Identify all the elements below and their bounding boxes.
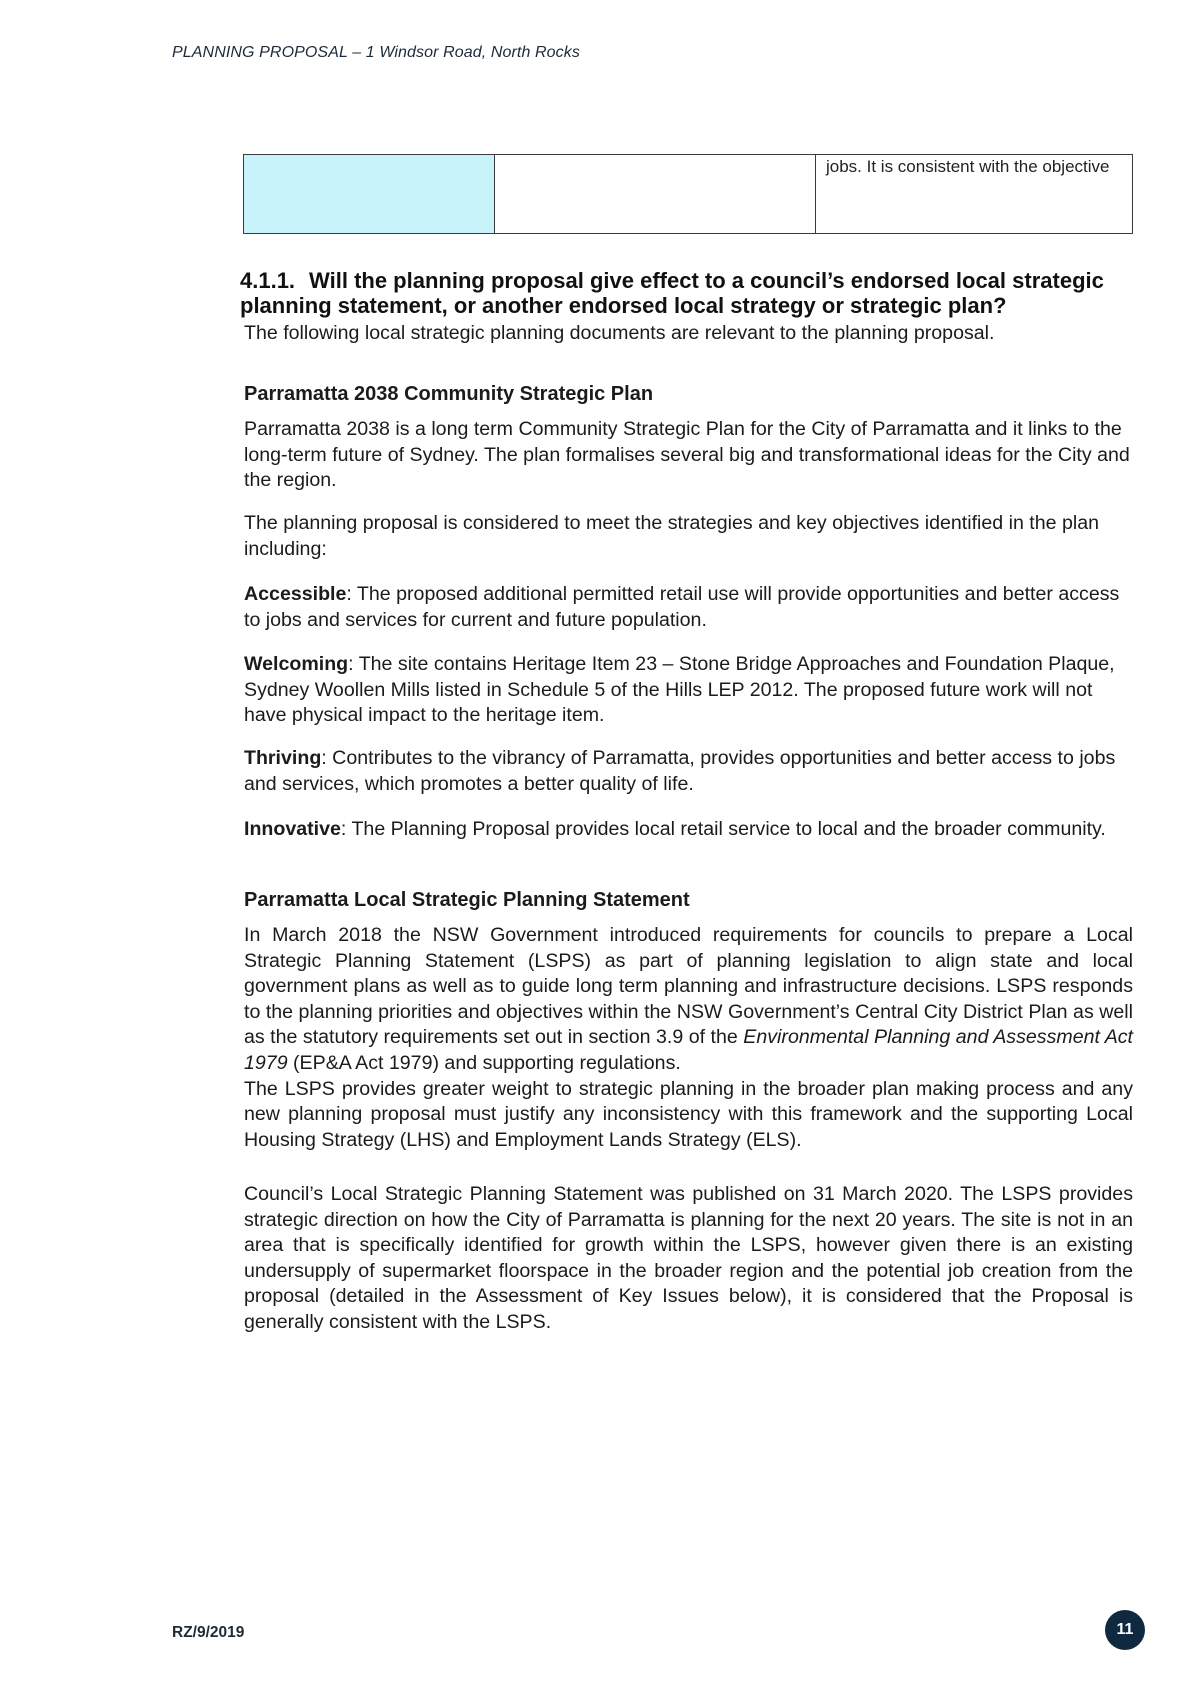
item-text: : Contributes to the vibrancy of Parramatta, provides opportunities and better access to jobs and services, which promotes a better quality of life. [244,747,1116,795]
act-title: Environmental Planning and Assessment Act 1979 [244,1026,1134,1074]
csp-section [244,382,1133,408]
lsps-para3: Council’s Local Strategic Planning Statement was published on 31 March 2020. The LSPS provides strategic direction on how the City of Parramatta is planning for the next 20 years. The site is not in an area that is specifically identified for growth within the LSPS, however given there is an existing undersupply of supermarket floorspace in the broader region and the potential job creation from the proposal (detailed in the Assessment of Key Issues below), it is considered that the Proposal is generally consistent with the LSPS. [244,1183,1133,1333]
csp-item-welcoming [244,652,1133,729]
csp-item-accessible [244,582,1133,633]
section-intro: The following local strategic planning documents are relevant to the planning proposal. [244,322,995,344]
lsps-heading: Parramatta Local Strategic Planning Statement [244,889,690,911]
lsps-para3-block [244,1182,1133,1336]
section-heading [240,268,1135,318]
lsps-para2: The LSPS provides greater weight to strategic planning in the broader plan making process and any new planning proposal must justify any inconsistency with this framework and the supporting Local Housing Strategy (LHS) and Employment Lands Strategy (ELS). [244,1077,1133,1151]
page-number-badge: 11 [1105,1610,1145,1650]
item-term: Thriving [244,747,322,769]
item-text: : The proposed additional permitted retail use will provide opportunities and better access to jobs and services for current and future population. [244,583,1120,631]
item-term: Welcoming [244,653,349,675]
csp-para1: Parramatta 2038 is a long term Community Strategic Plan for the City of Parramatta and it links to the long-term future of Sydney. The plan formalises several big and transformational ideas for the City and the region. [244,418,1130,492]
table-cell-text: jobs. It is consistent with the objective [816,155,1133,234]
item-term: Innovative [244,818,341,840]
item-text: : The site contains Heritage Item 23 – Stone Bridge Approaches and Foundation Plaque, Sydney Woollen Mills listed in Schedule 5 of the Hills LEP 2012. The proposed future work will not have physical impact to the heritage item. [244,653,1115,727]
table-cell-highlight [244,155,495,234]
section-title: Will the planning proposal give effect to a council’s endorsed local strategic planning statement, or another endorsed local strategy or strategic plan? [240,268,1104,318]
csp-heading: Parramatta 2038 Community Strategic Plan [244,383,654,405]
item-term: Accessible [244,583,347,605]
lsps-section [244,888,1133,914]
item-text: : The Planning Proposal provides local retail service to local and the broader community. [340,818,1106,840]
section-number: 4.1.1. [240,268,296,293]
csp-para1-block [244,417,1133,494]
lsps-para1: In March 2018 the NSW Government introduced requirements for councils to prepare a Local Strategic Planning Statement (LSPS) as part of planning legislation to align state and local government plans as well as to guide long term planning and infrastructure decisions. LSPS responds to the planning priorities and objectives within the NSW Government’s Central City District Plan as well as the statutory requirements set out in section 3.9 of the Environmental Planning and Assessment Act 1979 (EP&A Act 1979) and supporting regulations. [244,924,1134,1074]
lsps-para1-block [244,923,1133,1153]
table-fragment [243,154,1133,234]
section-intro-block [244,321,1133,347]
footer-reference: RZ/9/2019 [172,1624,245,1641]
csp-para2-block [244,511,1133,562]
csp-item-innovative [244,817,1133,843]
csp-para2: The planning proposal is considered to meet the strategies and key objectives identified in the plan including: [244,512,1100,560]
document-header: PLANNING PROPOSAL – 1 Windsor Road, North Rocks [172,44,580,61]
section-4-1-1 [240,268,1135,329]
table-cell-empty [495,155,816,234]
csp-item-thriving [244,746,1133,797]
